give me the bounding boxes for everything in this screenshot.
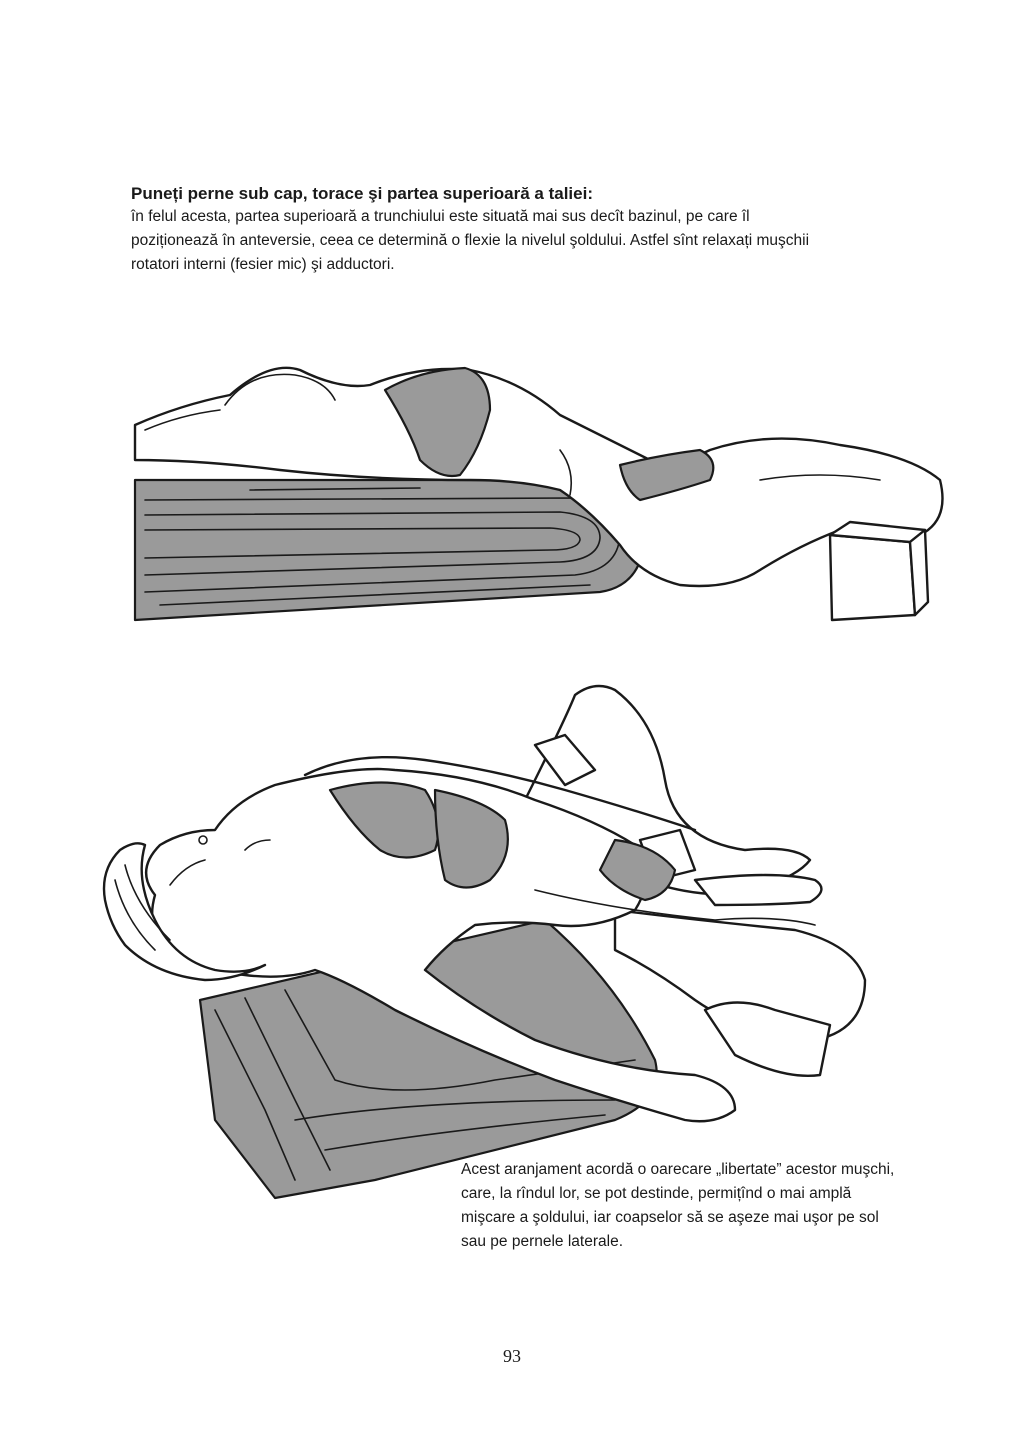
illustration-angled-view: [95, 680, 885, 1200]
yoga-block-illustration: [830, 522, 928, 620]
caption-paragraph: Acest aranjament acordă o oarecare „libertate” acestor muşchi, care, la rîndul lor, se pot destinde, permițînd o mai amplă mişcare a şoldului, iar coapselor să se aşeze mai uşor pe sol sau pe pernele laterale.: [461, 1161, 895, 1250]
intro-block: [131, 183, 831, 277]
folded-blanket-illustration: [135, 480, 645, 620]
section-title: Puneți perne sub cap, torace şi partea superioară a taliei:: [131, 184, 593, 203]
intro-paragraph: în felul acesta, partea superioară a trunchiului este situată mai sus decît bazinul, pe care îl poziționează în anteversie, ceea ce determină o flexie la nivelul şoldului. Astfel sînt relaxați muşchii rotatori interni (fesier mic) şi adductori.: [131, 208, 810, 273]
page-number: 93: [503, 1346, 521, 1366]
illustration-side-view: [120, 330, 950, 630]
